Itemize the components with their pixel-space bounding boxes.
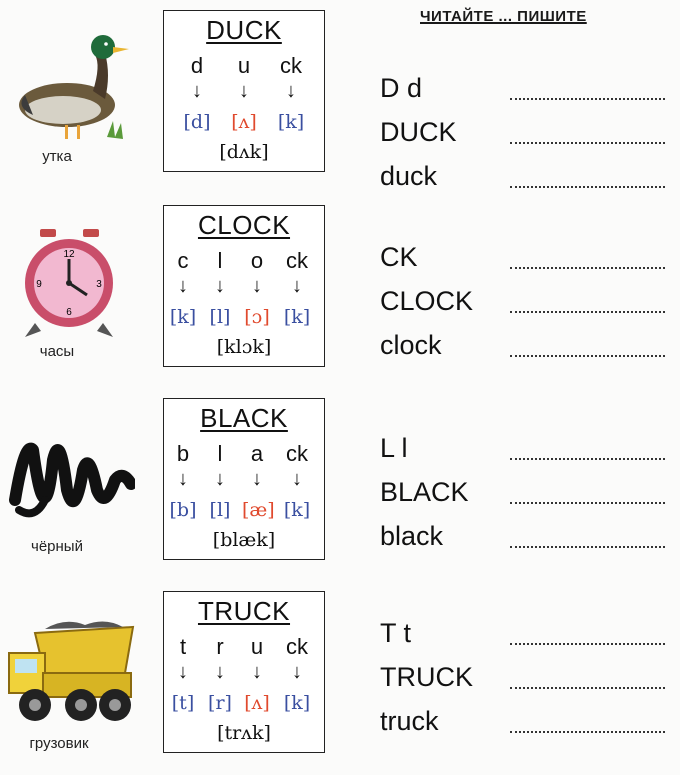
- page-header: ЧИТАЙТЕ ... ПИШИТЕ: [420, 8, 587, 25]
- letter: c: [177, 248, 189, 273]
- writing-line[interactable]: [380, 699, 675, 739]
- svg-text:12: 12: [63, 249, 75, 260]
- line-text: black: [380, 521, 444, 551]
- picture-label: чёрный: [31, 538, 83, 555]
- line-text: clock: [380, 330, 442, 360]
- phoneme: [l]: [209, 499, 231, 521]
- dotted-line: [510, 546, 665, 548]
- transcription: [trʌk]: [217, 722, 271, 744]
- dotted-line: [510, 142, 665, 144]
- letter: l: [217, 441, 223, 466]
- letter: ck: [286, 634, 308, 659]
- phoneme: [l]: [209, 306, 231, 328]
- transcription: [klɔk]: [216, 336, 272, 358]
- line-text: CLOCK: [380, 286, 474, 316]
- dotted-line: [510, 731, 665, 733]
- svg-text:9: 9: [36, 279, 42, 290]
- phoneme: [t]: [171, 692, 195, 714]
- phoneme: [k]: [277, 111, 305, 133]
- card-title: TRUCK: [197, 596, 291, 626]
- letter: d: [190, 53, 204, 78]
- row-truck: [0, 585, 680, 775]
- writing-line[interactable]: [380, 470, 675, 510]
- writing-line[interactable]: [380, 66, 675, 106]
- black-scribble-icon: [5, 420, 135, 540]
- writing-line[interactable]: [380, 426, 675, 466]
- letter: u: [250, 634, 264, 659]
- arrow-down-icon: ↓: [178, 661, 188, 683]
- card-title: BLACK: [200, 403, 288, 433]
- arrow-down-icon: ↓: [292, 468, 302, 490]
- line-text: T t: [380, 618, 412, 648]
- dotted-line: [510, 458, 665, 460]
- phoneme: [k]: [283, 499, 311, 521]
- letter: ck: [286, 441, 308, 466]
- arrow-down-icon: ↓: [252, 661, 262, 683]
- line-text: DUCK: [380, 117, 457, 147]
- letter: t: [179, 634, 187, 659]
- line-text: L l: [380, 433, 408, 463]
- dotted-line: [510, 186, 665, 188]
- svg-text:6: 6: [66, 307, 72, 318]
- picture-label: грузовик: [29, 735, 89, 752]
- word-card: [163, 10, 325, 172]
- writing-line[interactable]: [380, 611, 675, 651]
- truck-icon: [5, 613, 135, 733]
- arrow-down-icon: ↓: [178, 468, 188, 490]
- phoneme: [k]: [169, 306, 197, 328]
- word-card: [163, 205, 325, 367]
- line-text: BLACK: [380, 477, 469, 507]
- writing-line[interactable]: [380, 323, 675, 363]
- line-text: truck: [380, 706, 439, 736]
- arrow-down-icon: ↓: [215, 468, 225, 490]
- arrow-down-icon: ↓: [252, 275, 262, 297]
- line-text: TRUCK: [380, 662, 473, 692]
- transcription: [dʌk]: [219, 141, 269, 163]
- arrow-down-icon: ↓: [215, 661, 225, 683]
- arrow-down-icon: ↓: [292, 661, 302, 683]
- dotted-line: [510, 98, 665, 100]
- arrow-down-icon: ↓: [292, 275, 302, 297]
- writing-line[interactable]: [380, 154, 675, 194]
- picture-label: утка: [42, 148, 72, 165]
- writing-line[interactable]: [380, 279, 675, 319]
- letter: l: [217, 248, 223, 273]
- phoneme: [r]: [208, 692, 232, 714]
- line-text: CK: [380, 242, 418, 272]
- dotted-line: [510, 267, 665, 269]
- dotted-line: [510, 687, 665, 689]
- arrow-down-icon: ↓: [239, 80, 249, 102]
- picture-label: часы: [39, 343, 75, 360]
- phoneme: [b]: [169, 499, 197, 521]
- writing-line[interactable]: [380, 110, 675, 150]
- card-title: DUCK: [206, 15, 282, 45]
- dotted-line: [510, 311, 665, 313]
- writing-line[interactable]: [380, 235, 675, 275]
- line-text: duck: [380, 161, 438, 191]
- transcription: [blæk]: [212, 529, 276, 551]
- phoneme: [ʌ]: [244, 692, 270, 714]
- letter: ck: [286, 248, 308, 273]
- letter: r: [216, 634, 224, 659]
- dotted-line: [510, 355, 665, 357]
- duck-icon: [5, 25, 135, 145]
- writing-line[interactable]: [380, 514, 675, 554]
- row-black: [0, 390, 680, 580]
- phoneme: [ɔ]: [244, 306, 270, 328]
- word-card: [163, 398, 325, 560]
- arrow-down-icon: ↓: [192, 80, 202, 102]
- arrow-down-icon: ↓: [215, 275, 225, 297]
- line-text: D d: [380, 73, 423, 103]
- card-title: CLOCK: [197, 210, 291, 240]
- row-duck: [0, 0, 680, 190]
- clock-icon: [5, 225, 135, 345]
- svg-text:3: 3: [96, 279, 102, 290]
- phoneme: [k]: [283, 692, 311, 714]
- letter: o: [250, 248, 264, 273]
- arrow-down-icon: ↓: [178, 275, 188, 297]
- letter: b: [176, 441, 190, 466]
- phoneme: [æ]: [242, 499, 275, 521]
- dotted-line: [510, 502, 665, 504]
- phoneme: [ʌ]: [231, 111, 257, 133]
- letter: ck: [280, 53, 302, 78]
- arrow-down-icon: ↓: [286, 80, 296, 102]
- dotted-line: [510, 643, 665, 645]
- arrow-down-icon: ↓: [252, 468, 262, 490]
- letter: a: [250, 441, 264, 466]
- word-card: [163, 591, 325, 753]
- phoneme: [d]: [183, 111, 211, 133]
- writing-line[interactable]: [380, 655, 675, 695]
- letter: u: [237, 53, 251, 78]
- phoneme: [k]: [283, 306, 311, 328]
- row-clock: [0, 195, 680, 385]
